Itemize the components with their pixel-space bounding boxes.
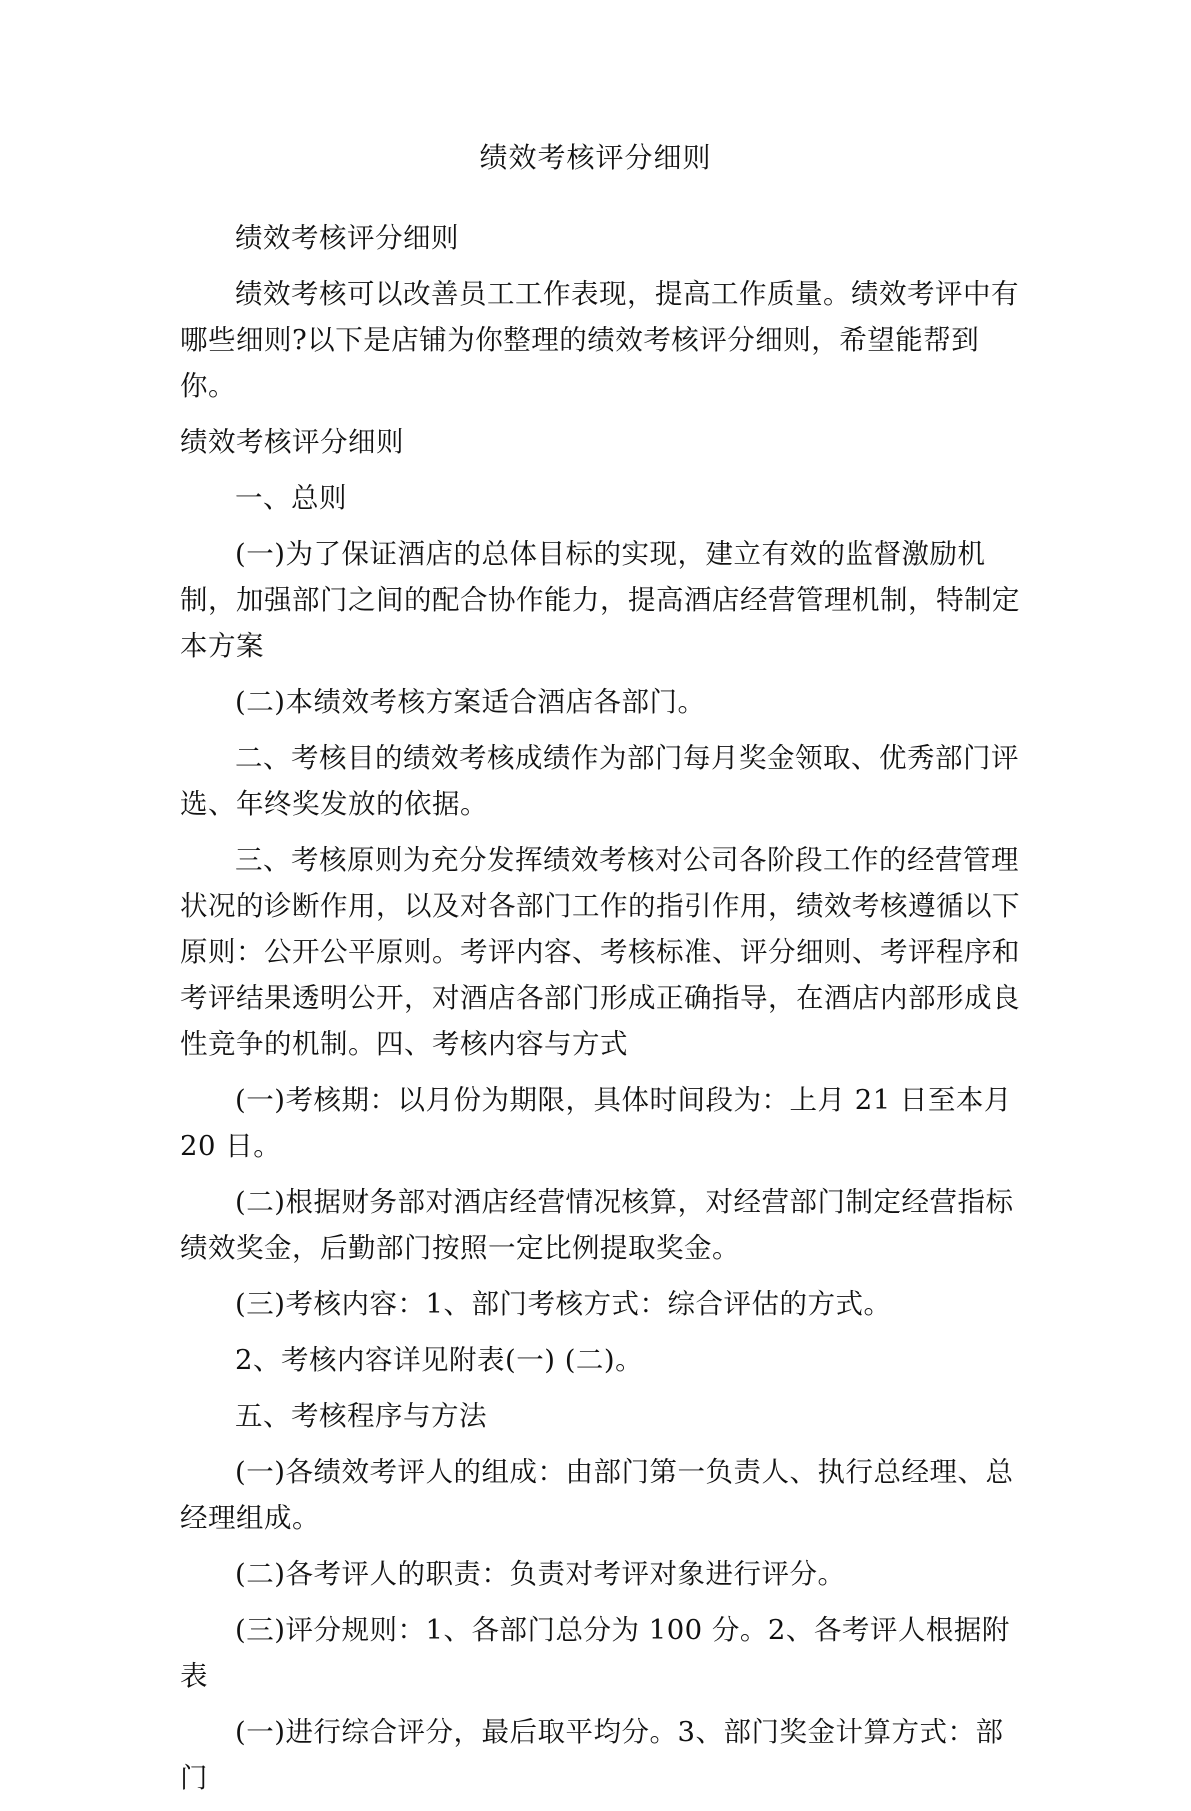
paragraph: (三)评分规则：1、各部门总分为 100 分。2、各考评人根据附表	[180, 1614, 1010, 1692]
paragraph: (二)根据财务部对酒店经营情况核算，对经营部门制定经营指标绩效奖金，后勤部门按照一定比例提取奖金。	[180, 1186, 1014, 1264]
paragraph: 绩效考核可以改善员工工作表现，提高工作质量。绩效考评中有哪些细则?以下是店铺为你整理的绩效考核评分细则，希望能帮到你。	[180, 278, 1019, 402]
paragraph: 绩效考核评分细则	[235, 222, 459, 254]
paragraph: (一)进行综合评分，最后取平均分。3、部门奖金计算方式：部门	[180, 1716, 1004, 1794]
paragraph: 五、考核程序与方法	[235, 1400, 487, 1432]
paragraph: (二)各考评人的职责：负责对考评对象进行评分。	[235, 1558, 846, 1590]
paragraph: (一)各绩效考评人的组成：由部门第一负责人、执行总经理、总经理组成。	[180, 1456, 1014, 1534]
paragraph: (二)本绩效考核方案适合酒店各部门。	[235, 686, 706, 718]
paragraph: 三、考核原则为充分发挥绩效考核对公司各阶段工作的经营管理状况的诊断作用，以及对各部门工作的指引作用，绩效考核遵循以下原则：公开公平原则。考评内容、考核标准、评分细则、考评程序和考评结果透明公开，对酒店各部门形成正确指导，在酒店内部形成良性竞争的机制。四、考核内容与方式	[180, 844, 1020, 1060]
paragraph: 二、考核目的绩效考核成绩作为部门每月奖金领取、优秀部门评选、年终奖发放的依据。	[180, 742, 1019, 820]
paragraph: (一)考核期：以月份为期限，具体时间段为：上月 21 日至本月 20 日。	[180, 1084, 1012, 1162]
paragraph: 一、总则	[235, 482, 347, 514]
document-title: 绩效考核评分细则	[479, 141, 712, 174]
paragraph: 绩效考核评分细则	[180, 426, 404, 458]
paragraph: 2、考核内容详见附表(一) (二)。	[235, 1344, 644, 1376]
paragraph: (三)考核内容：1、部门考核方式：综合评估的方式。	[235, 1288, 892, 1320]
paragraph: (一)为了保证酒店的总体目标的实现，建立有效的监督激励机制，加强部门之间的配合协作能力，提高酒店经营管理机制，特制定本方案	[180, 538, 1020, 662]
document-body	[180, 215, 1020, 1811]
